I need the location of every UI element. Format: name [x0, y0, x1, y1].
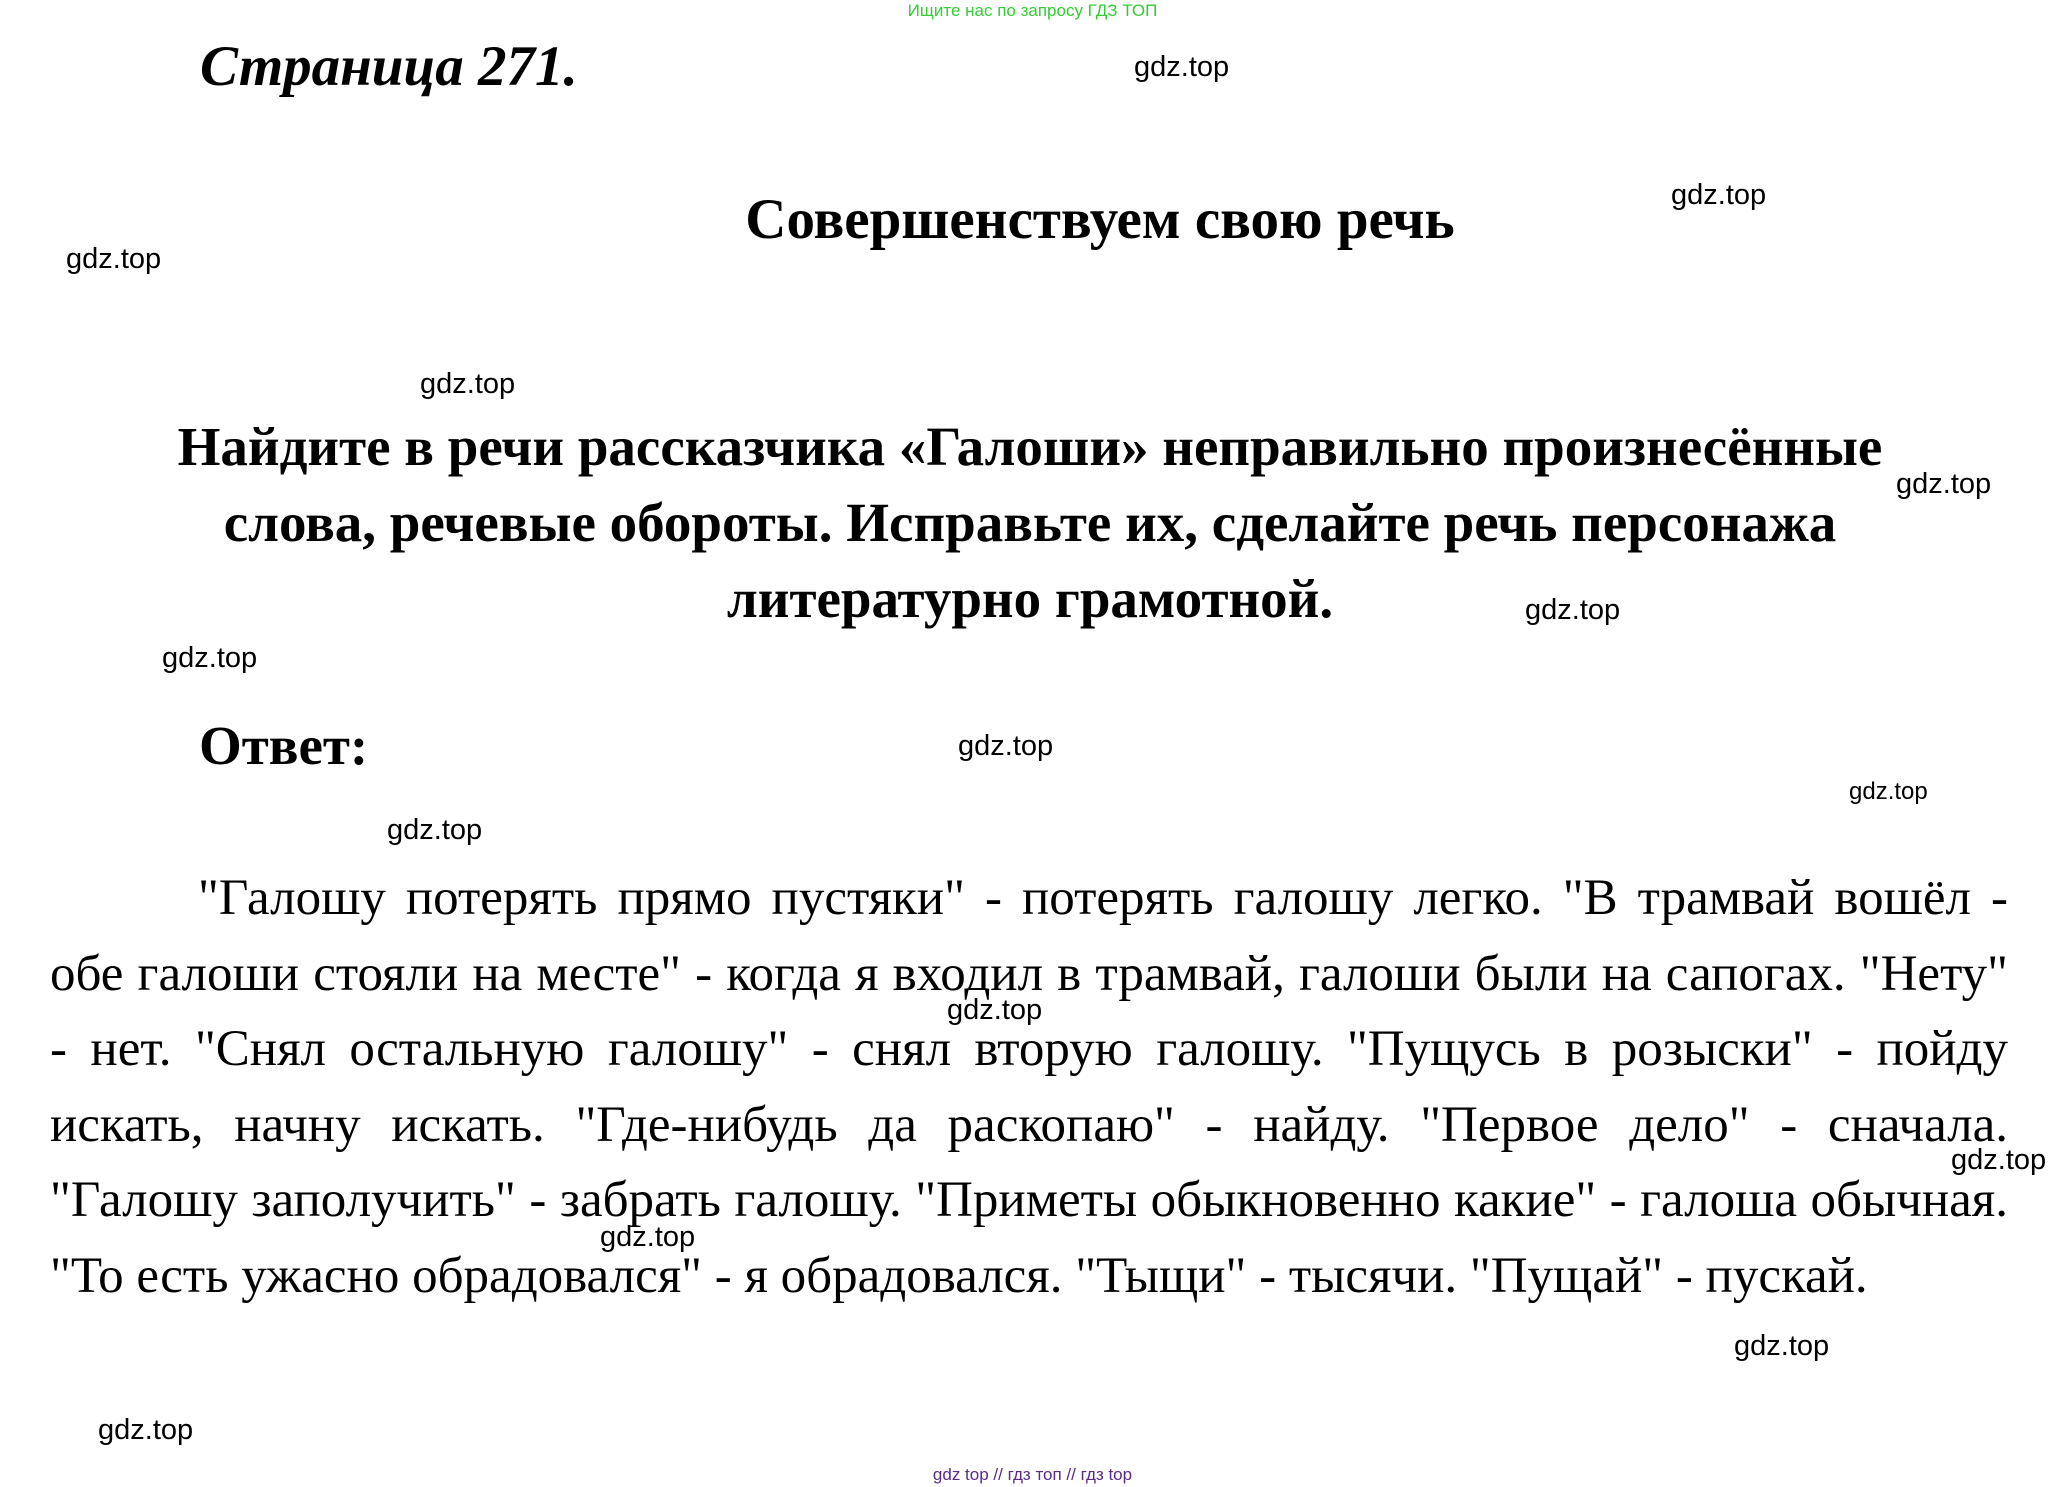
- watermark: gdz.top: [958, 730, 1054, 762]
- section-title: Совершенствуем свою речь: [745, 188, 1455, 251]
- watermark: gdz.top: [600, 1221, 696, 1253]
- watermark: gdz.top: [1849, 778, 1928, 805]
- watermark: gdz.top: [66, 243, 162, 275]
- task-statement: Найдите в речи рассказчика «Галоши» неправильно произнесённые слова, речевые обороты. Исправьте их, сделайте речь персонажа литературно грамотной.: [177, 416, 1883, 629]
- page-title: Страница 271.: [200, 35, 578, 98]
- watermark: gdz.top: [1134, 51, 1230, 83]
- watermark: gdz.top: [162, 642, 258, 674]
- watermark: gdz.top: [420, 368, 516, 400]
- top-banner: Ищите нас по запросу ГДЗ ТОП: [907, 1, 1158, 20]
- watermark: gdz.top: [1951, 1144, 2047, 1176]
- answer-text: "Галошу потерять прямо пустяки" - потерять галошу легко. "В трамвай вошёл - обе галоши стояли на месте" - когда я входил в трамвай, галоши были на сапогах. "Нету" - нет. "Снял остальную галошу" - снял вторую галошу. "Пущусь в розыски" - пойду искать, начну искать. "Где-нибудь да раскопаю" - найду. "Первое дело" - сначала. "Галошу заполучить" - забрать галошу. "Приметы обыкновенно какие" - галоша обычная. "То есть ужасно обрадовался" - я обрадовался. "Тыщи" - тысячи. "Пущай" - пускай.: [50, 870, 2008, 1304]
- watermark: gdz.top: [1734, 1330, 1830, 1362]
- watermark: gdz.top: [98, 1414, 194, 1446]
- watermark: gdz.top: [1896, 468, 1992, 500]
- watermark: gdz.top: [1525, 594, 1621, 626]
- watermark: gdz.top: [1671, 179, 1767, 211]
- footer-links: gdz top // гдз топ // гдз top: [932, 1465, 1133, 1484]
- watermark: gdz.top: [387, 814, 483, 846]
- watermark: gdz.top: [947, 994, 1043, 1026]
- answer-label: Ответ:: [199, 715, 369, 776]
